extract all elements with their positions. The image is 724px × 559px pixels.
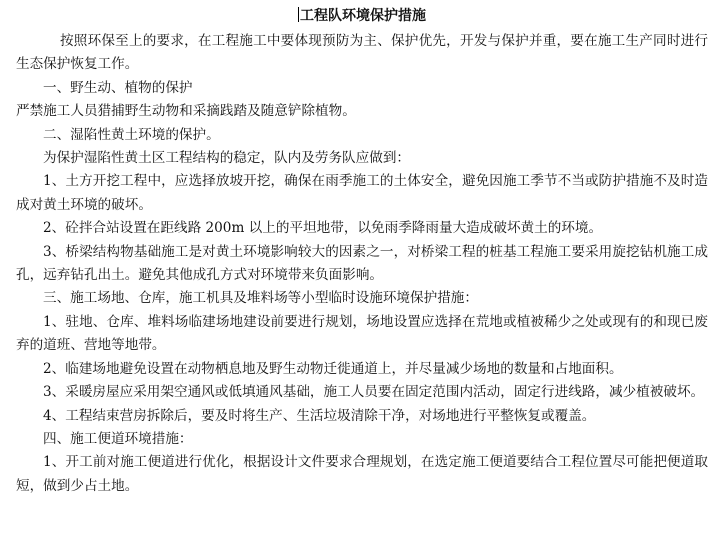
paragraph-site-1: 1、驻地、仓库、堆料场临建场地建设前要进行规划，场地设置应选择在荒地或植被稀少之处或现有的和现已废弃的道班、营地等地带。	[16, 313, 708, 354]
document-title[interactable]: 工程队环境保护措施	[300, 8, 426, 24]
paragraph-road-1: 1、开工前对施工便道进行优化，根据设计文件要求合理规划，在选定施工便道要结合工程位置尽可能把便道取短，做到少占土地。	[16, 454, 708, 494]
section-heading-loess: 二、湿陷性黄土环境的保护。	[43, 126, 220, 143]
document-title-row	[0, 6, 724, 26]
paragraph-loess-1: 1、土方开挖工程中，应选择放坡开挖，确保在雨季施工的土体安全，避免因施工季节不当或防护措施不及时造成对黄土环境的破坏。	[16, 173, 708, 213]
paragraph-site-2: 2、临建场地避免设置在动物栖息地及野生动物迁徙通道上，并尽量减少场地的数量和占地面积。	[43, 360, 623, 377]
paragraph-wildlife: 严禁施工人员猎捕野生动物和采摘践踏及随意铲除植物。	[16, 103, 356, 120]
text-cursor	[298, 7, 299, 22]
section-heading-site: 三、施工场地、仓库，施工机具及堆料场等小型临时设施环境保护措施：	[43, 290, 478, 307]
paragraph-loess-3: 3、桥梁结构物基础施工是对黄土环境影响较大的因素之一，对桥梁工程的桩基工程施工要采用旋挖钻机施工成孔，远弃钻孔出土。避免其他成孔方式对环境带来负面影响。	[16, 243, 708, 284]
paragraph-loess-intro: 为保护湿陷性黄土区工程结构的稳定，队内及劳务队应做到：	[43, 150, 411, 167]
section-heading-wildlife: 一、野生动、植物的保护	[43, 79, 193, 96]
paragraph-site-3: 3、采暖房屋应采用架空通风或低填通风基础，施工人员要在固定范围内活动，固定行进线路，减少植被破坏。	[43, 384, 705, 401]
section-heading-road: 四、施工便道环境措施：	[43, 430, 193, 447]
paragraph-site-4: 4、工程结束营房拆除后，要及时将生产、生活垃圾清除干净，对场地进行平整恢复或覆盖。	[43, 407, 596, 424]
paragraph-loess-2: 2、砼拌合站设置在距线路 200m 以上的平坦地带，以免雨季降雨量大造成破坏黄土的环境。	[43, 220, 603, 237]
document-body[interactable]	[16, 30, 708, 498]
paragraph-intro: 按照环保至上的要求，在工程施工中要体现预防为主、保护优先，开发与保护并重，要在施工生产同时进行生态保护恢复工作。	[16, 33, 708, 73]
